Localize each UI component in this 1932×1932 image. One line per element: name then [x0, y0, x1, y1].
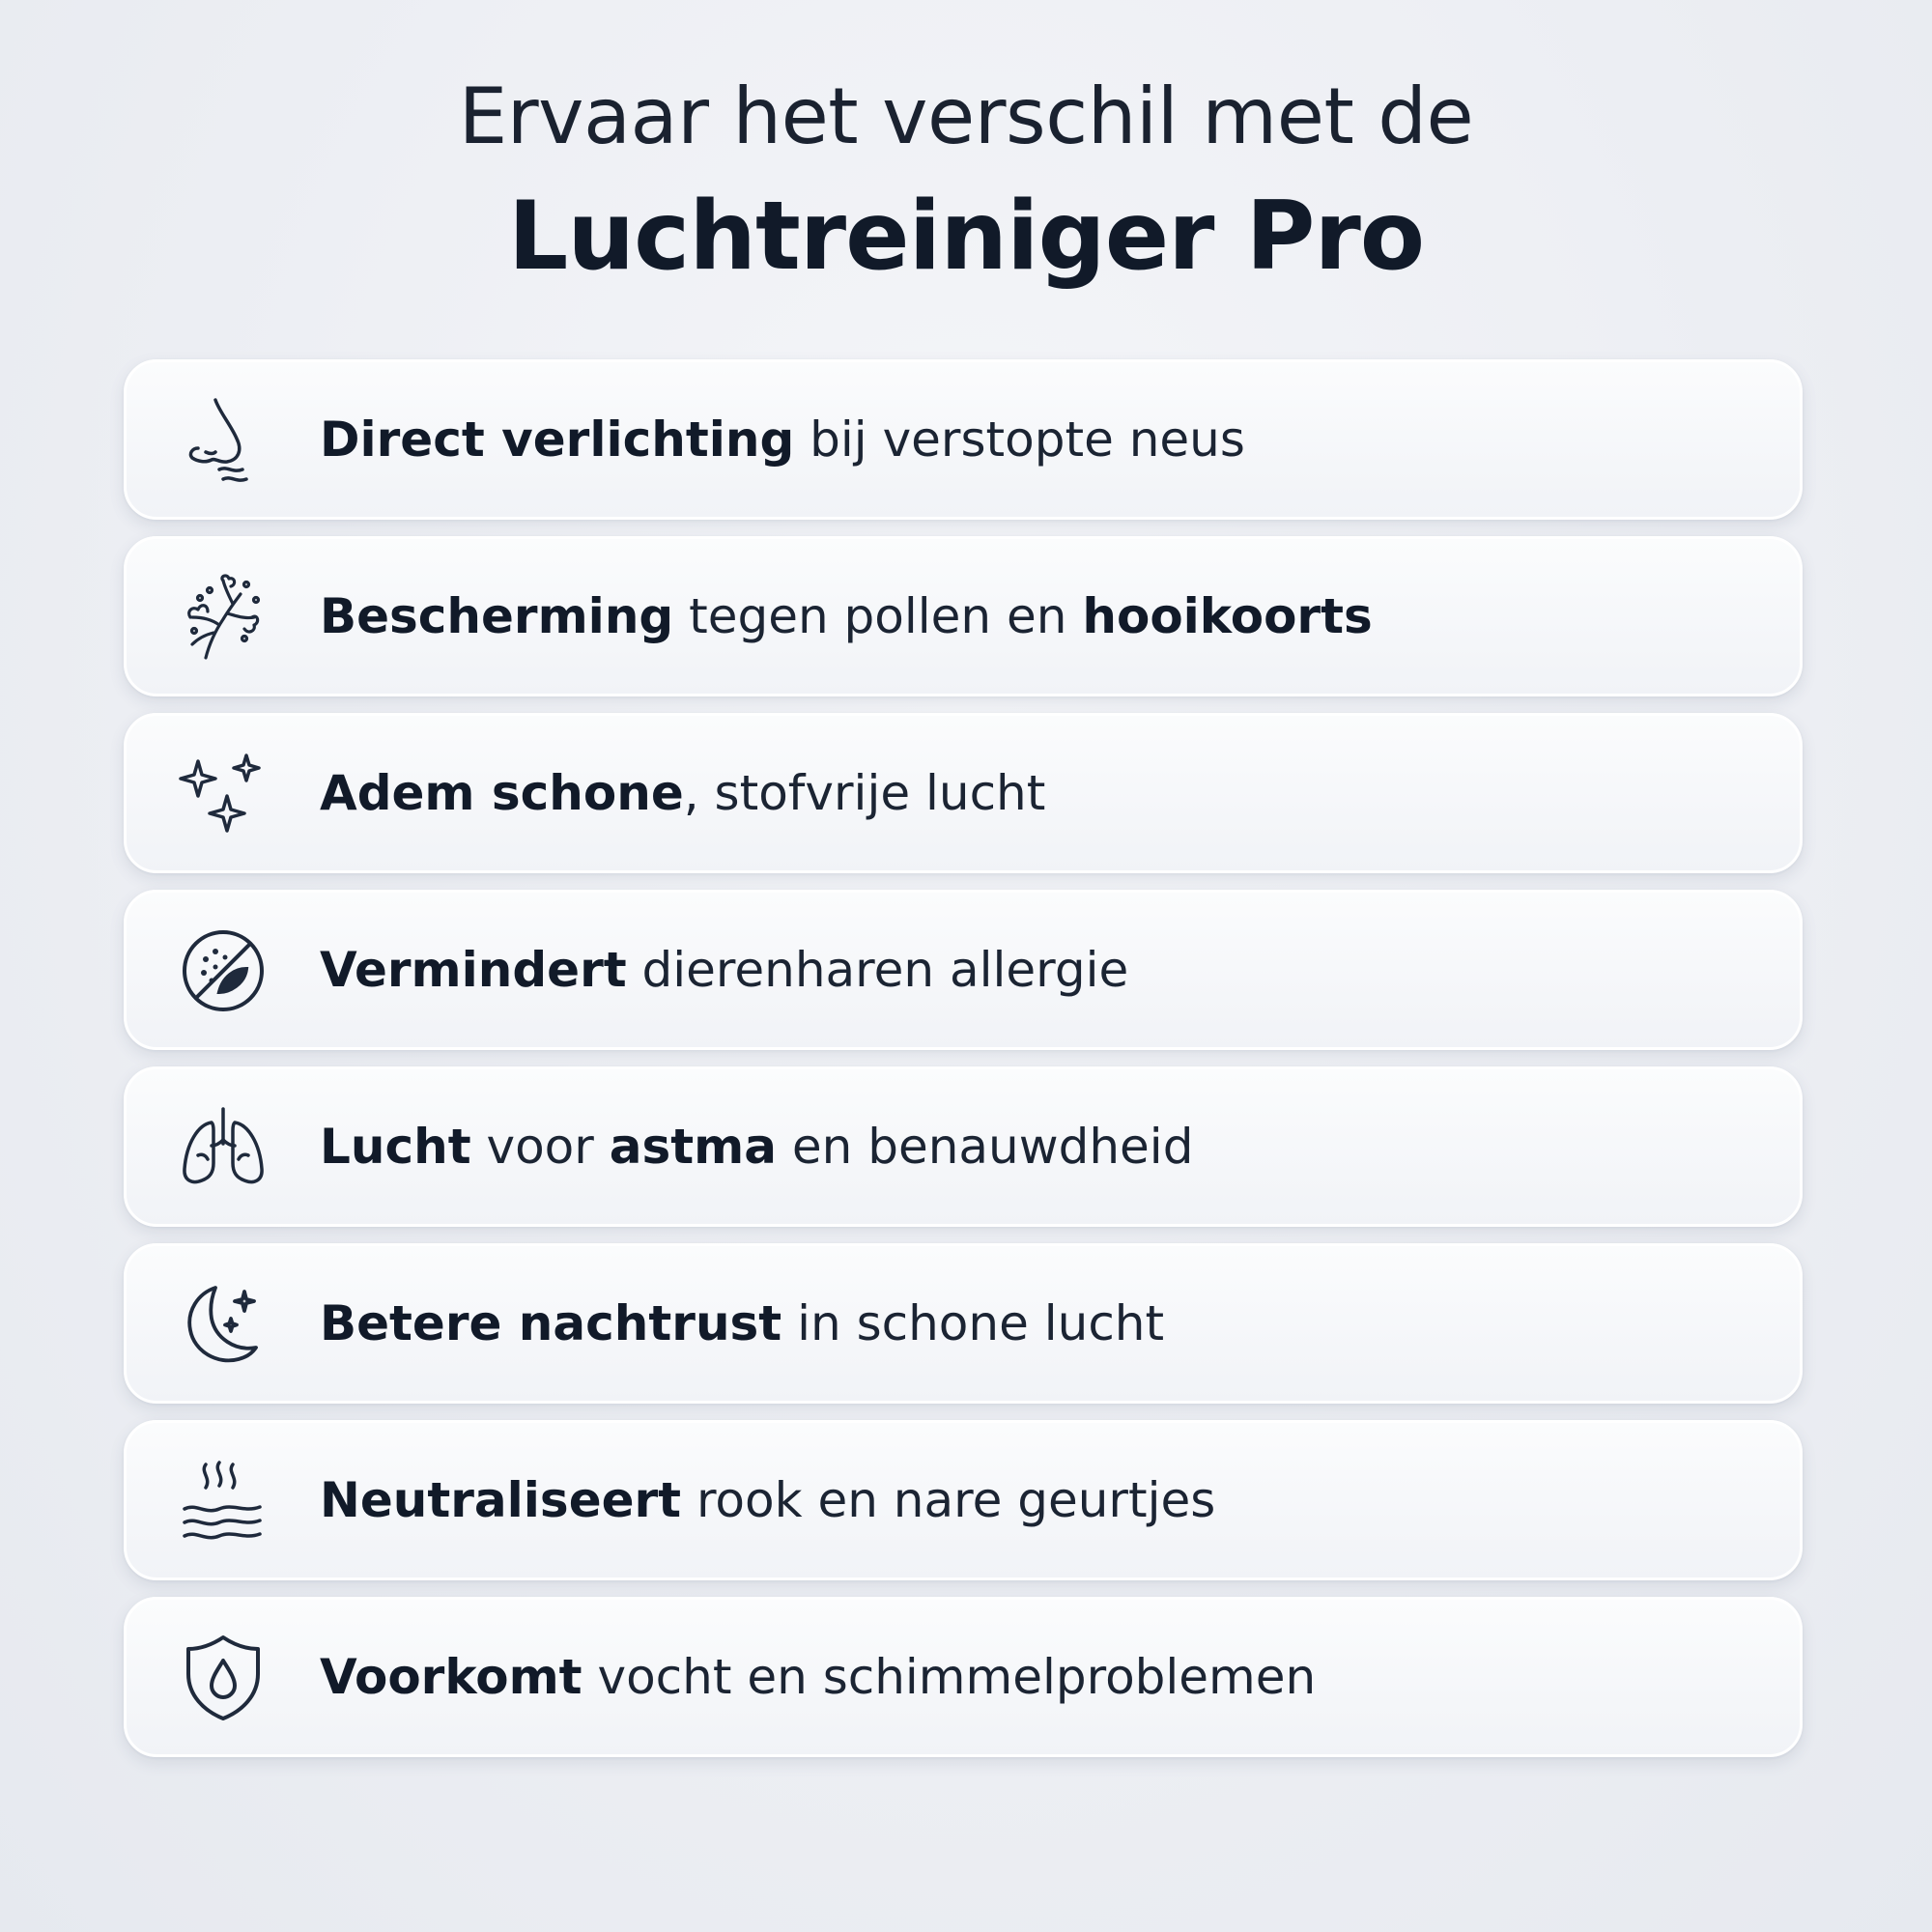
benefit-text-part: Adem schone	[320, 765, 684, 821]
benefit-card-odor	[124, 1420, 1803, 1580]
benefit-text	[320, 539, 1373, 694]
smoke-waves-icon	[177, 1455, 270, 1548]
moon-stars-icon	[177, 1278, 270, 1371]
sparkles-icon	[177, 748, 270, 840]
benefit-card-nasal-relief	[124, 359, 1803, 520]
benefit-text-part: vocht en schimmelproblemen	[582, 1649, 1317, 1705]
benefit-text-part: Voorkomt	[320, 1649, 582, 1705]
benefit-text-part: Lucht	[320, 1119, 471, 1175]
benefit-text-part: astma	[609, 1119, 777, 1175]
plant-pollen-icon	[177, 571, 270, 664]
benefit-text-part: bij verstopte neus	[794, 412, 1245, 468]
benefit-text	[320, 1423, 1215, 1577]
benefit-text-part: in schone lucht	[781, 1295, 1165, 1351]
lungs-icon	[177, 1101, 270, 1194]
benefit-text-part: tegen pollen en	[673, 588, 1083, 644]
title-line-2: Luchtreiniger Pro	[507, 182, 1425, 292]
benefit-text-part: Bescherming	[320, 588, 674, 644]
benefit-card-pollen	[124, 536, 1803, 696]
shield-droplet-icon	[177, 1632, 270, 1724]
benefit-card-mold	[124, 1597, 1803, 1757]
benefit-text-part: hooikoorts	[1082, 588, 1373, 644]
benefit-text-part: rook en nare geurtjes	[681, 1472, 1216, 1528]
benefit-text-part: en benauwdheid	[776, 1119, 1194, 1175]
benefit-text	[320, 716, 1045, 870]
benefit-text-part: Direct verlichting	[320, 412, 795, 468]
benefit-card-asthma	[124, 1066, 1803, 1227]
title-line-1: Ervaar het verschil met de	[458, 71, 1474, 161]
benefit-card-pet-allergy	[124, 890, 1803, 1050]
benefit-text	[320, 1600, 1316, 1754]
benefit-text	[320, 1069, 1193, 1224]
benefit-text-part: dierenharen allergie	[626, 942, 1129, 998]
benefit-text	[320, 362, 1245, 517]
benefit-text-part: voor	[470, 1119, 610, 1175]
benefit-text	[320, 1246, 1164, 1401]
benefit-text	[320, 893, 1128, 1047]
nose-icon	[177, 394, 270, 487]
benefit-card-clean-air	[124, 713, 1803, 873]
no-pet-dander-icon	[177, 924, 270, 1017]
benefit-text-part: Vermindert	[320, 942, 627, 998]
benefit-card-sleep	[124, 1243, 1803, 1404]
header	[0, 60, 1932, 299]
benefit-text-part: , stofvrije lucht	[683, 765, 1046, 821]
benefit-text-part: Neutraliseert	[320, 1472, 682, 1528]
benefit-list	[124, 359, 1803, 1774]
benefit-text-part: Betere nachtrust	[320, 1295, 782, 1351]
